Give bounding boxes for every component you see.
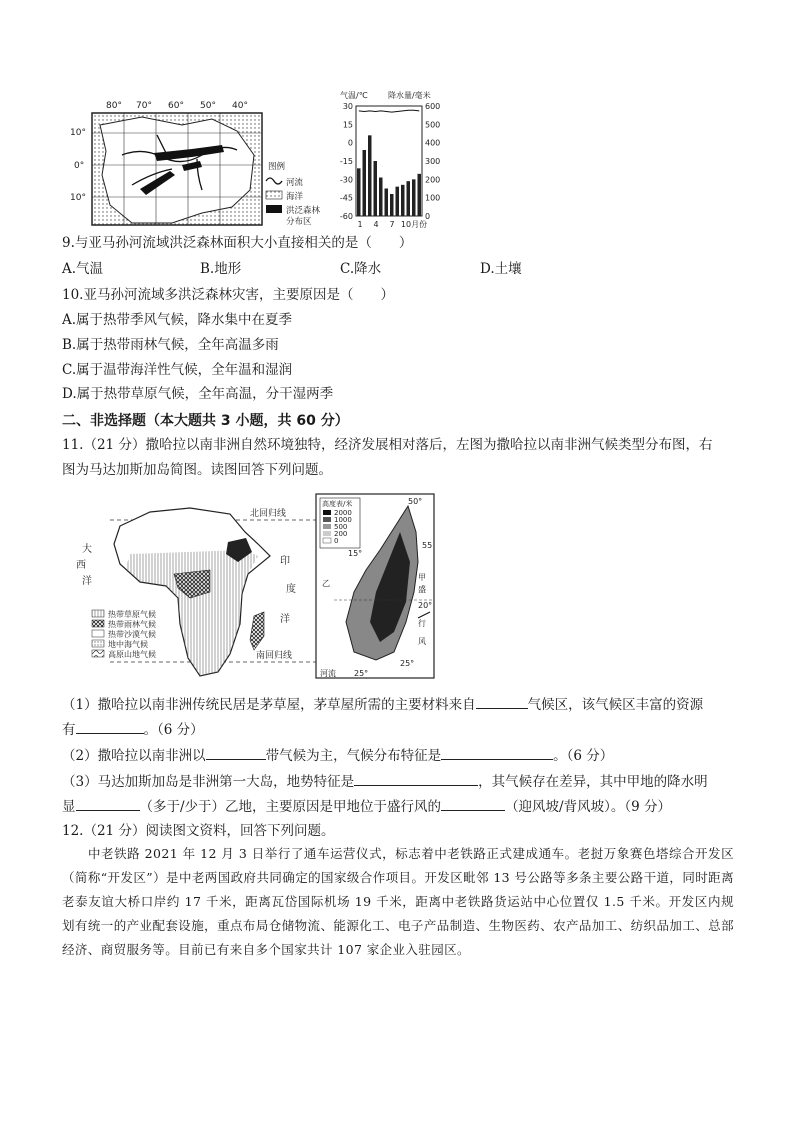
q12-stem: 12.（21 分）阅读图文资料，回答下列问题。 [62,823,335,839]
amazon-map-figure [62,95,324,231]
temp-tick-label: 15 [342,120,353,130]
precip-bar [401,185,405,216]
legend-title: 图例 [268,162,286,172]
q11-part3-line2: 显 （多于/少于）乙地，主要原因是甲地位于盛行风的 （迎风坡/背风坡）。（9 分） [62,796,671,816]
temp-tick-label: -30 [339,175,353,185]
africa-climate-map [70,494,320,684]
lat-label: 0° [74,161,85,171]
river-legend-icon [266,178,282,184]
elev-level: 200 [334,530,348,538]
precip-bar [363,150,367,216]
climate-legend-item: 热带草原气候 [108,610,156,619]
lat-25b-label: 25° [354,669,369,678]
answer-blank[interactable] [76,796,140,811]
lon-55-label: 55 [422,541,433,550]
lon-label: 60° [168,101,184,111]
temp-axis-unit: 气温/℃ [340,91,368,100]
x-tick-label: 4 [373,220,379,229]
temp-tick-label: 30 [342,102,353,111]
precip-bar [368,135,372,216]
q9-option-b[interactable]: B.地形 [200,261,242,277]
q10-stem: 10.亚马孙河流域多洪泛森林灾害，主要原因是（ ） [62,287,394,303]
q11-intro-line2: 图为马达加斯加岛简图。读图回答下列问题。 [62,462,332,478]
answer-blank[interactable] [76,719,144,734]
elev-level: 1000 [334,516,352,524]
lat-15-label: 15° [348,549,363,558]
legend-item: 洪泛森林 [286,206,321,216]
precip-bar [396,187,400,216]
atlantic-label-2: 西 [76,560,86,571]
climate-legend-item: 热带沙漠气候 [108,630,156,639]
precip-bar [390,194,394,216]
ocean-legend-icon [266,191,282,199]
lat-20-label: 20° [418,601,433,610]
atlantic-label-3: 洋 [82,576,92,587]
climate-chart [330,88,448,232]
lon-label: 50° [200,101,216,111]
precip-bar [385,189,389,217]
indian-label-3: 洋 [280,614,290,625]
wind-label-2: 行 [418,619,426,628]
precip-tick-label: 500 [425,120,441,130]
q9-option-d[interactable]: D.土壤 [480,261,522,277]
temp-tick-label: -15 [339,157,353,166]
answer-blank[interactable] [476,694,528,709]
precip-bar [407,181,411,216]
q9-option-a[interactable]: A.气温 [62,261,104,277]
section2-heading: 二、非选择题（本大题共 3 小题，共 60 分） [62,413,349,429]
indian-label-1: 印 [280,556,290,567]
elev-level: 0 [334,537,339,545]
q12-passage: 中老铁路 2021 年 12 月 3 日举行了通车运营仪式，标志着中老铁路正式建成通车。老挝万象赛色塔综合开发区（简称“开发区”）是中老两国政府共同确定的国家级合作项目。开发区毗邻 13 号公路等多条主要公路干道，同时距离老泰友谊大桥口岸约 17 千米，距离瓦岱国际机场 19 千米，距离中老铁路货运站中心位置仅 1.5 千米。开发区内规划有统一的产业配套设施，重点布局仓储物流、能源化工、电子产品制造、生物医药、农产品加工、纺织品加工、总部经济、商贸服务等。目前已有来自多个国家共计 107 家企业入驻园区。 [62,846,734,957]
precip-tick-label: 400 [425,138,441,148]
indian-label-2: 度 [286,584,296,595]
lat-label: 10° [70,193,86,203]
lon-50-label: 50° [408,497,423,506]
q9-stem: 9.与亚马孙河流域洪泛森林面积大小直接相关的是（ ） [62,235,413,251]
precip-tick-label: 200 [425,175,441,185]
lon-label: 70° [136,101,152,111]
elevation-legend-title: 高度表/米 [322,500,353,508]
site-jia-label: 甲 [418,573,426,582]
precip-bar [412,179,416,216]
precip-tick-label: 600 [425,102,441,111]
climate-legend-item: 地中海气候 [108,640,148,649]
site-yi-label: 乙 [322,579,330,588]
madagascar-map [314,492,438,682]
q10-option-d[interactable]: D.属于热带草原气候，全年高温，分干湿两季 [62,386,334,402]
precip-tick-label: 300 [425,157,441,166]
temp-tick-label: 0 [347,138,353,148]
temp-tick-label: -45 [339,193,353,203]
precip-bar [379,178,383,217]
precip-tick-label: 0 [425,212,431,221]
lat-25-label: 25° [400,659,415,668]
legend-item: 分布区 [286,217,312,227]
forest-legend-icon [266,205,282,213]
temp-tick-label: -60 [339,212,353,221]
precip-bar [357,168,361,216]
legend-item: 河流 [286,178,304,188]
temp-line [359,110,420,112]
wind-label-3: 风 [418,637,426,646]
x-tick-label: 7 [389,220,395,229]
q10-option-c[interactable]: C.属于温带海洋性气候，全年温和湿润 [62,362,293,378]
precip-bar [374,161,378,216]
atlantic-label-1: 大 [82,544,92,555]
river-label: 河流 [320,669,336,678]
precip-bar [418,174,422,216]
x-tick-label: 1 [357,220,363,229]
tropic-cancer-label: 北回归线 [250,509,287,519]
q10-option-b[interactable]: B.属于热带雨林气候，全年高温多雨 [62,337,279,353]
climate-legend-item: 热带雨林气候 [108,620,156,629]
answer-blank[interactable] [441,796,505,811]
elev-level: 2000 [334,509,352,517]
precip-axis-unit: 降水量/毫米 [388,91,431,100]
q11-part1-line2: 有 。（6 分） [62,719,204,739]
q10-option-a[interactable]: A.属于热带季风气候，降水集中在夏季 [62,312,293,328]
lat-label: 10° [70,128,86,138]
lon-label: 80° [106,101,122,111]
answer-blank[interactable] [354,771,478,786]
climate-legend-item: 高原山地气候 [108,650,156,659]
elev-level: 500 [334,523,348,531]
x-tick-label: 10月份 [400,220,428,229]
wind-label-1: 盛 [418,585,426,594]
q11-part2: （2）撒哈拉以南非洲以 带气候为主，气候分布特征是 。（6 分） [62,745,613,765]
lon-label: 40° [232,101,248,111]
legend-item: 海洋 [286,192,304,202]
q11-part3-line1: （3）马达加斯加岛是非洲第一大岛，地势特征是 ，其气候存在差异，其中甲地的降水明 [62,771,708,791]
q11-intro-line1: 11.（21 分）撒哈拉以南非洲自然环境独特，经济发展相对落后，左图为撒哈拉以南非洲气候类型分布图，右 [62,437,713,453]
tropic-capricorn-label: 南回归线 [256,651,293,661]
precip-tick-label: 100 [425,193,441,203]
answer-blank[interactable] [206,745,266,760]
q9-option-c[interactable]: C.降水 [340,261,382,277]
q11-part1-line1: （1）撒哈拉以南非洲传统民居是茅草屋，茅草屋所需的主要材料来自 气候区，该气候区丰富的资源 [62,694,703,714]
answer-blank[interactable] [441,745,553,760]
